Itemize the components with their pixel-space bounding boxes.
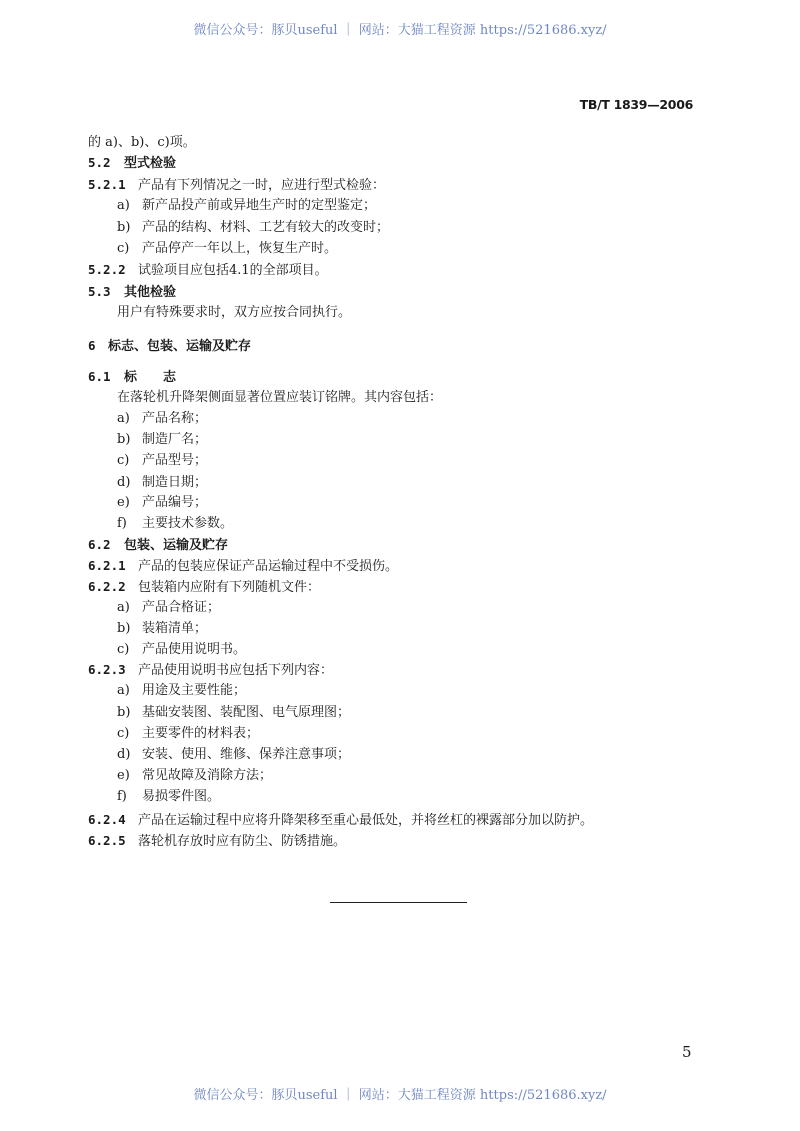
line-text: 产品使用说明书应包括下列内容：	[138, 663, 334, 678]
line-text: 产品在运输过程中应将升降架移至重心最低处，并将丝杠的裸露部分加以防护。	[138, 813, 594, 828]
line-text: 装箱清单；	[142, 621, 208, 636]
list-item	[117, 196, 376, 216]
list-item	[117, 451, 207, 471]
line-text: 产品的包装应保证产品运输过程中不受损伤。	[138, 559, 399, 574]
line-text: 产品有下列情况之一时，应进行型式检验：	[138, 178, 386, 193]
item-label: a)	[117, 683, 130, 698]
section-number: 6	[88, 338, 96, 353]
line-text: 基础安装图、装配图、电气原理图；	[142, 705, 351, 720]
section-number: 6.2.2	[88, 579, 126, 594]
line-text: 用户有特殊要求时，双方应按合同执行。	[117, 305, 352, 320]
paragraph	[88, 133, 196, 153]
section-heading	[88, 260, 328, 280]
line-text: 主要技术参数。	[142, 516, 234, 531]
item-label: d)	[117, 475, 131, 490]
section-number: 5.2	[88, 155, 111, 170]
item-label: b)	[117, 621, 131, 636]
line-text: 产品合格证；	[142, 600, 221, 615]
item-label: f)	[117, 789, 127, 804]
section-heading	[88, 153, 176, 173]
item-label: f)	[117, 516, 127, 531]
line-text: 落轮机存放时应有防尘、防锈措施。	[138, 834, 347, 849]
section-heading	[88, 336, 251, 356]
section-heading	[88, 556, 398, 576]
line-text: 标 志	[124, 370, 177, 385]
line-text: 产品名称；	[142, 411, 208, 426]
line-text: 主要零件的材料表；	[142, 726, 260, 741]
section-heading	[88, 367, 176, 387]
line-text: 其他检验	[124, 285, 177, 300]
page-number: 5	[682, 1043, 692, 1061]
item-label: c)	[117, 241, 130, 256]
line-text: 产品的结构、材料、工艺有较大的改变时；	[142, 220, 390, 235]
list-item	[117, 681, 246, 701]
section-heading	[88, 660, 333, 680]
line-text: 试验项目应包括4.1的全部项目。	[138, 263, 328, 278]
line-text: 常见故障及消除方法；	[142, 768, 273, 783]
item-label: b)	[117, 705, 131, 720]
section-number: 6.2.3	[88, 662, 126, 677]
line-text: 产品型号；	[142, 453, 208, 468]
section-number: 6.2.1	[88, 558, 126, 573]
section-number: 5.2.2	[88, 262, 126, 277]
line-text: 易损零件图。	[142, 789, 221, 804]
line-text: 产品编号；	[142, 495, 208, 510]
paragraph	[117, 388, 442, 408]
line-text: 产品使用说明书。	[142, 642, 247, 657]
item-label: a)	[117, 600, 130, 615]
line-text: 包装、运输及贮存	[124, 538, 229, 553]
list-item	[117, 239, 337, 259]
line-text: 型式检验	[124, 156, 177, 171]
item-label: a)	[117, 411, 130, 426]
line-text: 标志、包装、运输及贮存	[108, 339, 252, 354]
line-text: 安装、使用、维修、保养注意事项；	[142, 747, 351, 762]
section-number: 6.1	[88, 369, 111, 384]
line-text: 用途及主要性能；	[142, 683, 247, 698]
list-item	[117, 745, 350, 765]
line-text: 包装箱内应附有下列随机文件：	[138, 580, 321, 595]
section-heading	[88, 282, 176, 302]
list-item	[117, 703, 350, 723]
item-label: c)	[117, 453, 130, 468]
line-text: 制造厂名；	[142, 432, 208, 447]
item-label: b)	[117, 432, 131, 447]
list-item	[117, 619, 207, 639]
item-label: e)	[117, 768, 130, 783]
section-number: 6.2.5	[88, 833, 126, 848]
line-text: 的 a)、b)、c)项。	[88, 135, 196, 150]
item-label: d)	[117, 747, 131, 762]
section-number: 6.2	[88, 537, 111, 552]
paragraph	[117, 303, 351, 323]
list-item	[117, 493, 207, 513]
section-heading	[88, 810, 593, 830]
list-item	[117, 766, 272, 786]
list-item	[117, 430, 207, 450]
item-label: e)	[117, 495, 130, 510]
list-item	[117, 409, 207, 429]
section-heading	[88, 831, 346, 851]
section-number: 5.3	[88, 284, 111, 299]
standard-number-header: TB/T 1839—2006	[579, 97, 693, 112]
list-item	[117, 724, 259, 744]
item-label: a)	[117, 198, 130, 213]
list-item	[117, 218, 389, 238]
line-text: 制造日期；	[142, 475, 208, 490]
line-text: 产品停产一年以上，恢复生产时。	[142, 241, 338, 256]
line-text: 新产品投产前或异地生产时的定型鉴定；	[142, 198, 377, 213]
end-rule	[330, 902, 467, 903]
list-item	[117, 514, 233, 534]
section-number: 5.2.1	[88, 177, 126, 192]
section-heading	[88, 577, 320, 597]
watermark-bottom: 微信公众号：豚贝useful ｜ 网站：大猫工程资源 https://521686.xyz/	[193, 1088, 607, 1103]
list-item	[117, 598, 220, 618]
section-heading	[88, 175, 385, 195]
section-heading	[88, 535, 228, 555]
item-label: b)	[117, 220, 131, 235]
watermark-top: 微信公众号：豚贝useful ｜ 网站：大猫工程资源 https://521686.xyz/	[193, 23, 607, 38]
item-label: c)	[117, 642, 130, 657]
line-text: 在落轮机升降架侧面显著位置应装订铭牌。其内容包括：	[117, 390, 443, 405]
list-item	[117, 640, 246, 660]
section-number: 6.2.4	[88, 812, 126, 827]
list-item	[117, 787, 220, 807]
list-item	[117, 473, 207, 493]
item-label: c)	[117, 726, 130, 741]
